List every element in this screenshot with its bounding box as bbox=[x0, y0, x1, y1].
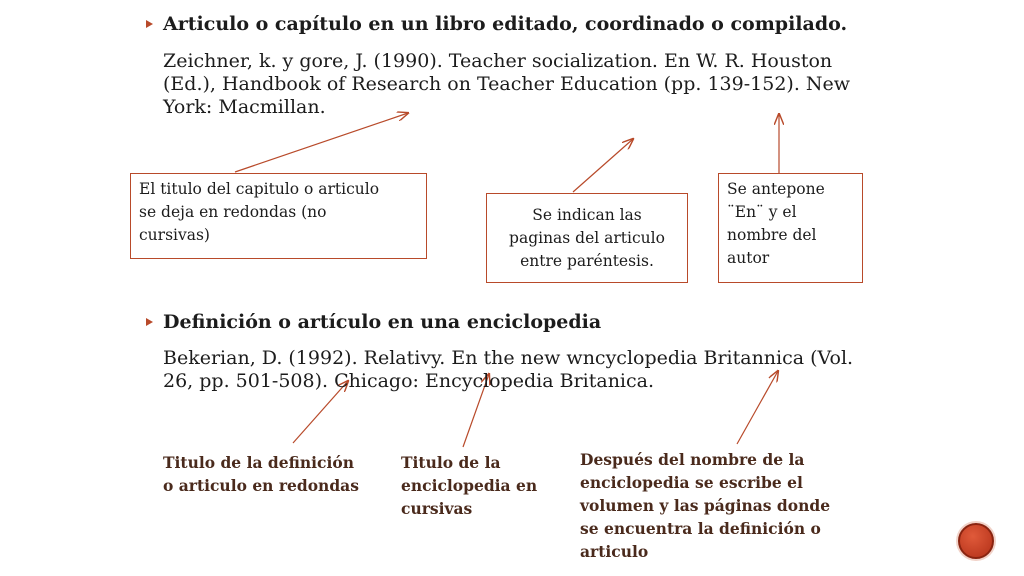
section2-reference bbox=[163, 347, 863, 393]
bullet-icon bbox=[146, 318, 153, 326]
reference-line: York: Macmillan. bbox=[163, 96, 326, 118]
reference-line: Zeichner, k. y gore, J. (1990). Teacher socialization. En W. R. Houston bbox=[163, 50, 833, 72]
next-slide-icon[interactable] bbox=[958, 523, 994, 559]
note-pages-box: Se indican las paginas del articulo entre paréntesis. bbox=[486, 193, 688, 283]
arrow-pages bbox=[573, 139, 633, 192]
note-title-plain-box: El titulo del capitulo o articulo se deja en redondas (no cursivas) bbox=[130, 173, 427, 259]
section1-heading: Articulo o capítulo en un libro editado, coordinado o compilado. bbox=[163, 12, 847, 36]
note-encyclopedia-title: Titulo de la enciclopedia en cursivas bbox=[401, 453, 538, 518]
section1-reference bbox=[163, 50, 863, 119]
note-volume-pages: Después del nombre de la enciclopedia se escribe el volumen y las páginas donde se encuentra la definición o articulo bbox=[580, 450, 831, 561]
reference-line: (Ed.), Handbook of Research on Teacher Education (pp. 139-152). New bbox=[163, 73, 851, 95]
note-definition-title: Titulo de la definición o articulo en redondas bbox=[163, 453, 359, 495]
section2-heading: Definición o artículo en una enciclopedia bbox=[163, 310, 601, 334]
note-en-author-box: Se antepone ¨En¨ y el nombre del autor bbox=[718, 173, 863, 283]
reference-line: Bekerian, D. (1992). Relativy. En the new wncyclopedia Britannica (Vol. bbox=[163, 347, 854, 369]
reference-line: 26, pp. 501-508). Chicago: Encyclopedia Britanica. bbox=[163, 370, 655, 392]
bullet-icon bbox=[146, 20, 153, 28]
arrow-title-plain bbox=[235, 113, 408, 172]
